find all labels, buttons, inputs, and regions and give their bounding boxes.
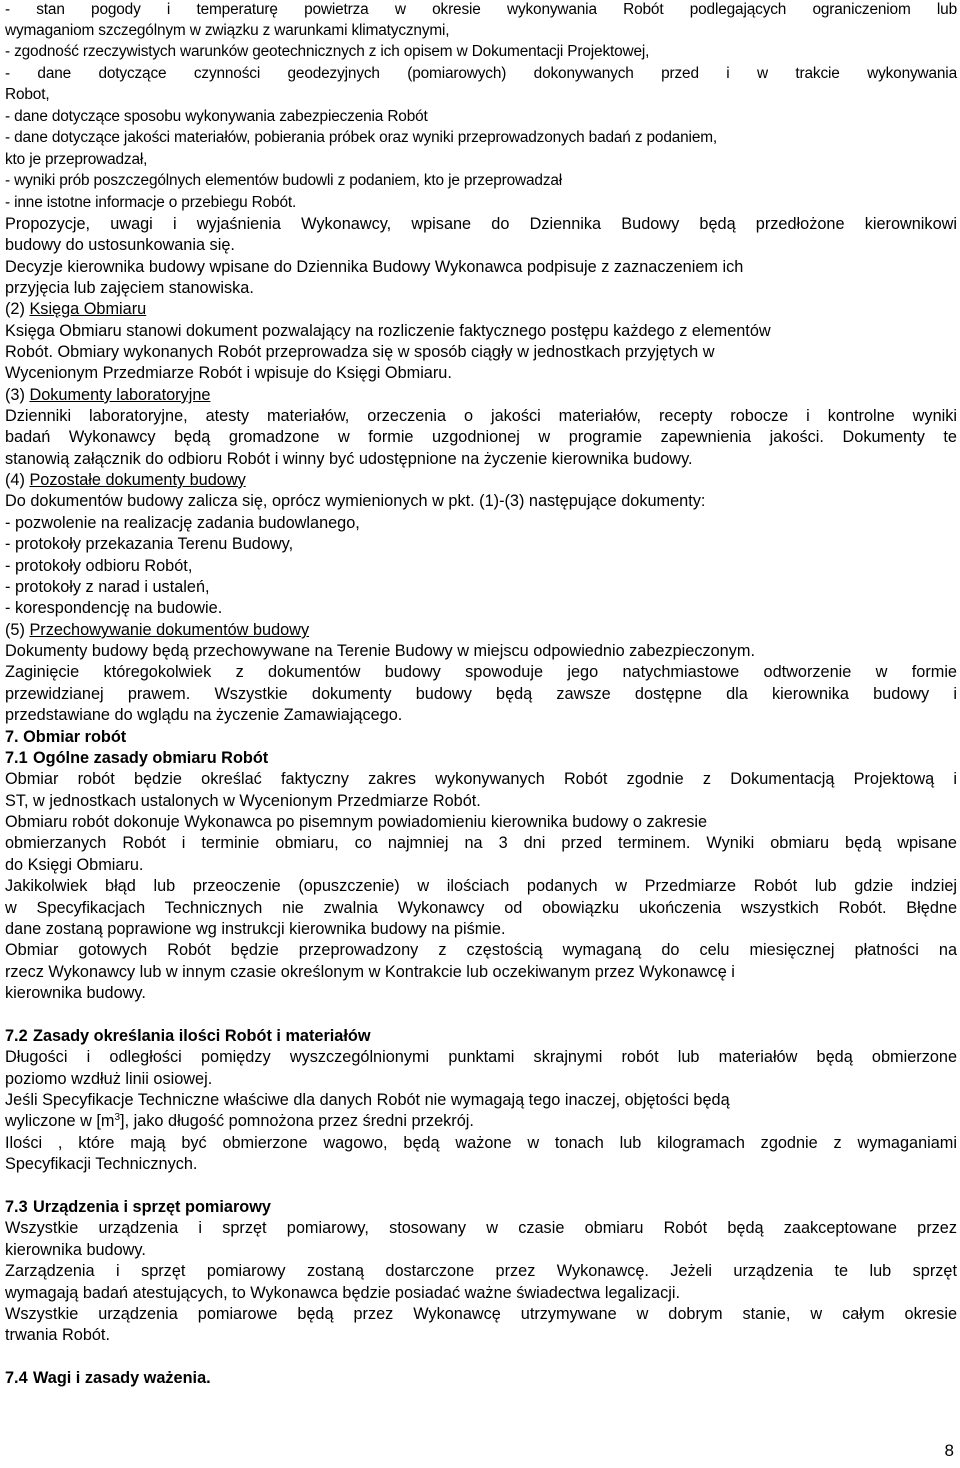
section-number: 7.2 [5,1027,28,1045]
section-title: Dokumenty laboratoryjne [29,386,211,404]
text-line: Jakikolwiek błąd lub przeoczenie (opuszczenie) w ilościach podanych w Przedmiarze Robót lub gdzie indziej [5,877,957,895]
section-number: (3) [5,386,25,404]
text-line: kto je przeprowadzał, [5,151,148,168]
superscript: 3 [114,1112,121,1123]
section-number: 7.1 [5,749,28,767]
section-title: Zasady określania ilości Robót i materiałów [33,1027,371,1045]
text-line: Specyfikacji Technicznych. [5,1155,198,1173]
section-heading-3 [5,384,210,406]
text-line: - stan pogody i temperaturę powietrza w okresie wykonywania Robót podlegających ograniczeniom lub [5,1,957,18]
list-item: - korespondencję na budowie. [5,599,223,617]
list-item: - pozwolenie na realizację zadania budowlanego, [5,514,360,532]
section-heading-7-3 [5,1196,271,1218]
list-item: - protokoły przekazania Terenu Budowy, [5,535,294,553]
section-heading-7-2 [5,1025,371,1047]
text-line: kierownika budowy. [5,1241,146,1259]
text-line: do Księgi Obmiaru. [5,856,144,874]
text-line: Wszystkie urządzenia pomiarowe będą przez Wykonawcę utrzymywane w dobrym stanie, w całym okresie [5,1305,957,1323]
text-line: budowy do ustosunkowania się. [5,236,235,254]
section-title: Wagi i zasady ważenia. [33,1369,211,1387]
text-line: przyjęcia lub zajęciem stanowiska. [5,279,254,297]
section-title: Ogólne zasady obmiaru Robót [33,749,269,767]
text-line: - dane dotyczące czynności geodezyjnych (pomiarowych) dokonywanych przed i w trakcie wykonywania [5,65,957,82]
text-line: Obmiaru robót dokonuje Wykonawca po pisemnym powiadomieniu kierownika budowy o zakresie [5,813,708,831]
list-item: - protokoły odbioru Robót, [5,557,193,575]
text-line: obmierzanych Robót i terminie obmiaru, co najmniej na 3 dni przed terminem. Wyniki obmiaru będą wpisane [5,834,957,852]
text-line: rzecz Wykonawcy lub w innym czasie określonym w Kontrakcie lub oczekiwanym przez Wykonawcę i [5,963,735,981]
text-line: - dane dotyczące sposobu wykonywania zabezpieczenia Robót [5,108,428,125]
text-line: przewidzianej prawem. Wszystkie dokumenty budowy będą zawsze dostępne dla kierownika budowy i [5,685,957,703]
text-line: stanowią załącznik do odbioru Robót i winny być udostępnione na życzenie kierownika budowy. [5,450,693,468]
section-title: Pozostałe dokumenty budowy [29,471,246,489]
text-line: poziomo wzdłuż linii osiowej. [5,1070,213,1088]
text-line: Decyzje kierownika budowy wpisane do Dziennika Budowy Wykonawca podpisuje z zaznaczeniem ich [5,258,744,276]
text-line: wymagają badań atestujących, to Wykonawca będzie posiadać ważne świadectwa legalizacji. [5,1284,680,1302]
text-line: Wycenionym Przedmiarze Robót i wpisuje do Księgi Obmiaru. [5,364,452,382]
text-line: Dokumenty budowy będą przechowywane na Terenie Budowy w miejscu odpowiednio zabezpieczonym. [5,642,755,660]
section-title: Urządzenia i sprzęt pomiarowy [33,1198,271,1216]
list-item: - protokoły z narad i ustaleń, [5,578,210,596]
text-line: - zgodność rzeczywistych warunków geotechnicznych z ich opisem w Dokumentacji Projektowej, [5,43,650,60]
section-title: Przechowywanie dokumentów budowy [29,621,310,639]
text-line: Długości i odległości pomiędzy wyszczególnionymi punktami skrajnymi robót lub materiałów będą obmierzone [5,1048,957,1066]
text-line: Ilości , które mają być obmierzone wagowo, będą ważone w tonach lub kilogramach zgodnie z wymaganiami [5,1134,957,1152]
text-line: Wszystkie urządzenia i sprzęt pomiarowy, stosowany w czasie obmiaru Robót będą zaakceptowane przez [5,1219,957,1237]
text-line: ST, w jednostkach ustalonych w Wycenionym Przedmiarze Robót. [5,792,481,810]
text-line: Dzienniki laboratoryjne, atesty materiałów, orzeczenia o jakości materiałów, recepty robocze i kontrolne wyniki [5,407,957,425]
text-line: przedstawiane do wglądu na życzenie Zamawiającego. [5,706,403,724]
text-fragment: ], jako długość pomnożona przez średni przekrój. [120,1112,474,1130]
section-title: Księga Obmiaru [29,300,147,318]
section-heading-2 [5,298,146,320]
text-line: - dane dotyczące jakości materiałów, pobierania próbek oraz wyniki przeprowadzonych badań z podaniem, [5,129,718,146]
text-line: dane zostaną poprawione wg instrukcji kierownika budowy na piśmie. [5,920,506,938]
text-line: - wyniki prób poszczególnych elementów budowli z podaniem, kto je przeprowadzał [5,172,563,189]
section-heading-7-4 [5,1367,211,1389]
text-line [5,1110,474,1132]
text-line: Jeśli Specyfikacje Techniczne właściwe dla danych Robót nie wymagają tego inaczej, objętości będą [5,1091,730,1109]
text-fragment: wyliczone w [m [5,1112,115,1130]
text-line: Zaginięcie któregokolwiek z dokumentów budowy spowoduje jego natychmiastowe odtworzenie w formie [5,663,957,681]
text-line: w Specyfikacjach Technicznych nie zwalnia Wykonawcy od obowiązku ukończenia wszystkich Robót. Błędne [5,899,957,917]
text-line: badań Wykonawcy będą gromadzone w formie uzgodnionej w programie zapewnienia jakości. Dokumenty te [5,428,957,446]
section-number: 7.4 [5,1369,28,1387]
text-line: Księga Obmiaru stanowi dokument pozwalający na rozliczenie faktycznego postępu każdego z elementów [5,322,771,340]
text-line: Propozycje, uwagi i wyjaśnienia Wykonawcy, wpisane do Dziennika Budowy będą przedłożone kierownikowi [5,215,957,233]
text-line: Do dokumentów budowy zalicza się, oprócz wymienionych w pkt. (1)-(3) następujące dokumenty: [5,492,706,510]
text-line: Obmiar robót będzie określać faktyczny zakres wykonywanych Robót zgodnie z Dokumentacją Projektową i [5,770,957,788]
text-line: Obmiar gotowych Robót będzie przeprowadzony z częstością wymaganą do celu miesięcznej płatności na [5,941,957,959]
text-line: wymaganiom szczególnym w związku z warunkami klimatycznymi, [5,22,450,39]
text-line: trwania Robót. [5,1326,110,1344]
section-number: 7.3 [5,1198,28,1216]
text-line: Robot, [5,86,50,103]
section-number: (2) [5,300,25,318]
text-line: Robót. Obmiary wykonanych Robót przeprowadza się w sposób ciągły w jednostkach przyjętych w [5,343,715,361]
text-line: - inne istotne informacje o przebiegu Robót. [5,194,297,211]
chapter-heading: 7. Obmiar robót [5,728,127,746]
section-number: (5) [5,621,25,639]
text-line: Zarządzenia i sprzęt pomiarowy zostaną dostarczone przez Wykonawcę. Jeżeli urządzenia te lub sprzęt [5,1262,957,1280]
text-line: kierownika budowy. [5,984,146,1002]
section-heading-5 [5,619,309,641]
section-heading-7-1 [5,747,268,769]
page-number: 8 [944,1441,954,1460]
section-heading-4 [5,469,246,491]
section-number: (4) [5,471,25,489]
